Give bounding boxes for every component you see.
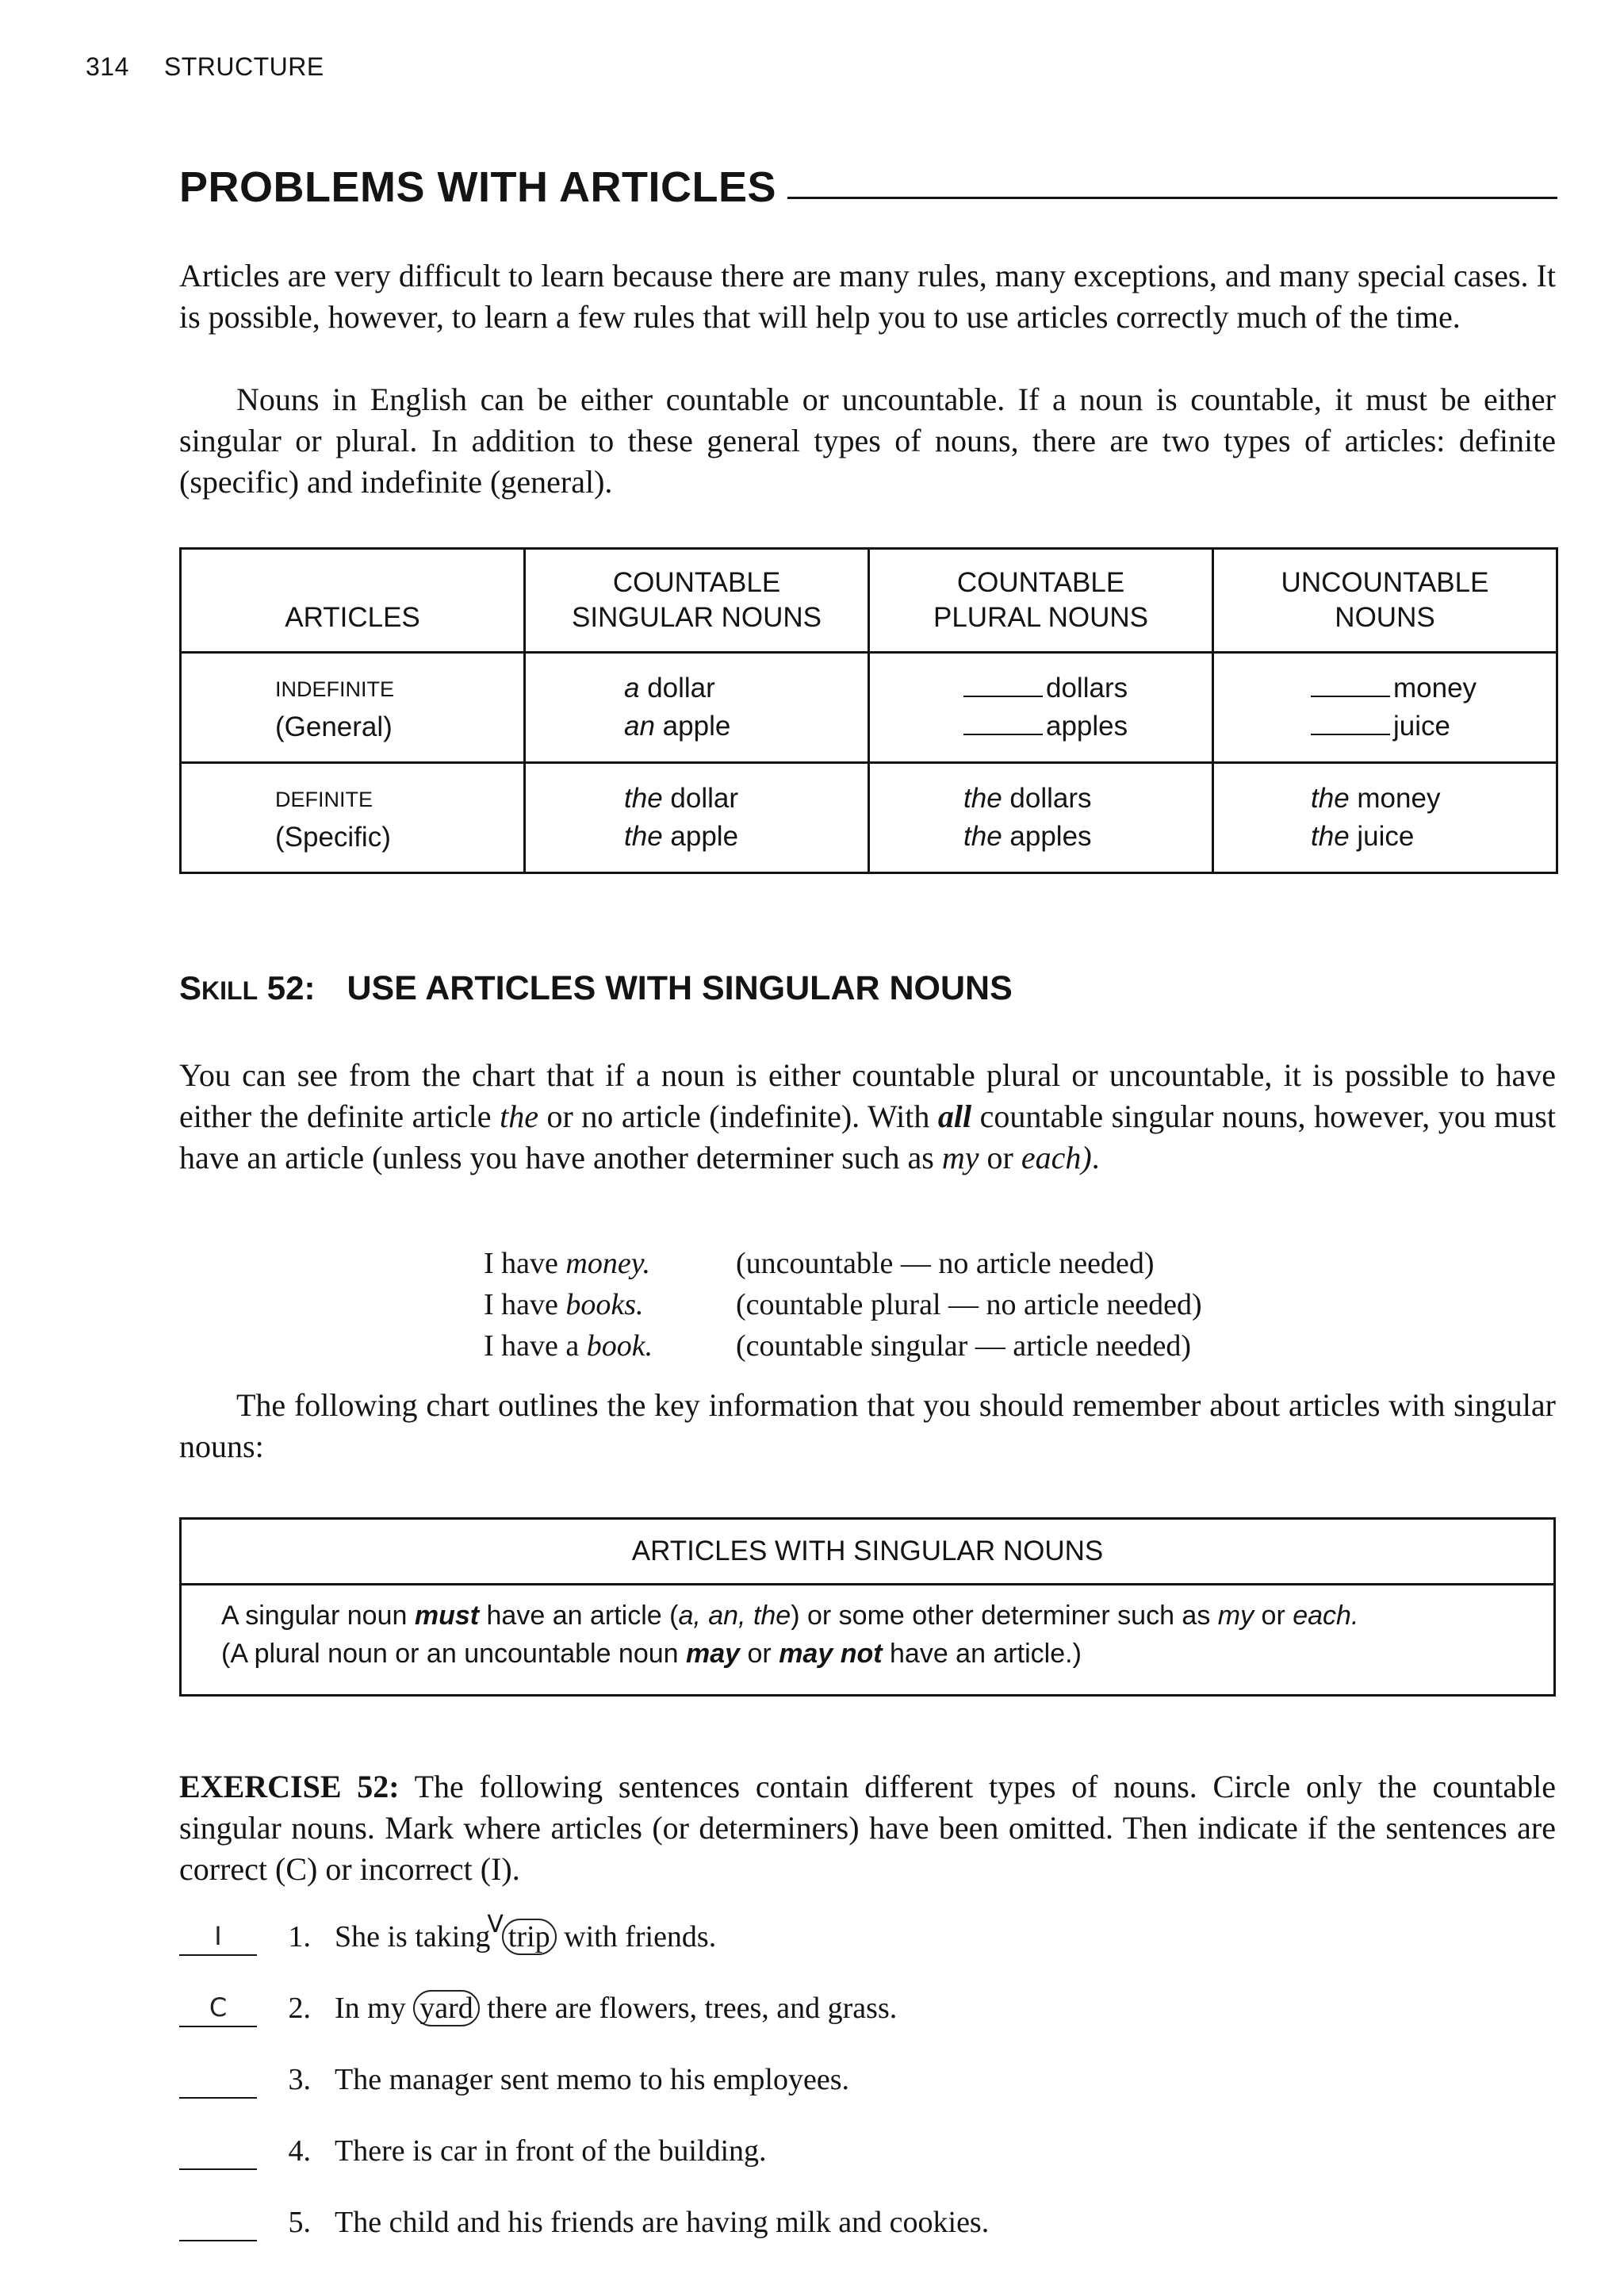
example-note: (countable plural — no article needed)	[736, 1288, 1202, 1321]
blank-line	[1311, 734, 1390, 735]
exercise-sentence: In my yard there are flowers, trees, and grass.	[335, 1992, 898, 2025]
skill-heading	[179, 969, 1013, 1008]
answer-blank[interactable]	[179, 2205, 257, 2241]
answer-blank[interactable]	[179, 2062, 257, 2099]
table-row-definite	[181, 763, 1557, 873]
table-header-row	[181, 549, 1557, 653]
header-countable-plural: COUNTABLE PLURAL NOUNS	[869, 549, 1213, 653]
exercise-list	[179, 1911, 990, 2276]
running-header	[86, 52, 324, 82]
row-label-definite: DEFINITE (Specific)	[181, 763, 525, 873]
blank-line	[963, 734, 1043, 735]
cell-def-plural: the dollars the apples	[869, 763, 1213, 873]
header-countable-singular: COUNTABLE SINGULAR NOUNS	[525, 549, 869, 653]
blank-line	[1311, 696, 1390, 697]
singular-nouns-box	[179, 1517, 1556, 1697]
intro-paragraph-1: Articles are very difficult to learn because there are many rules, many exceptions, and many special cases. It is possible, however, to learn a few rules that will help you to use articles correctly much of the time.	[179, 258, 1556, 335]
example-note: (countable singular — article needed)	[736, 1329, 1191, 1363]
page-number: 314	[86, 52, 129, 81]
cell-indef-singular: a dollar an apple	[525, 653, 869, 763]
cell-indef-uncountable: money juice	[1213, 653, 1557, 763]
answer-blank[interactable]: I	[179, 1919, 257, 1956]
example-list	[484, 1243, 1202, 1367]
box-line-1: A singular noun must have an article (a, an, the) or some other determiner such as my or each.	[221, 1601, 1359, 1631]
exercise-sentence: The manager sent memo to his employees.	[335, 2063, 849, 2096]
exercise-item: 3. The manager sent memo to his employees.	[179, 2062, 989, 2134]
exercise-label: EXERCISE 52:	[179, 1769, 400, 1804]
exercise-item: 5. The child and his friends are having milk and cookies.	[179, 2205, 989, 2276]
running-header-title: STRUCTURE	[163, 52, 324, 81]
exercise-item: 4. There is car in front of the building.	[179, 2134, 989, 2205]
answer-blank[interactable]	[179, 2134, 257, 2170]
exercise-sentence: There is car in front of the building.	[335, 2134, 767, 2168]
header-uncountable: UNCOUNTABLE NOUNS	[1213, 549, 1557, 653]
box-title: ARTICLES WITH SINGULAR NOUNS	[182, 1520, 1553, 1585]
cell-def-singular: the dollar the apple	[525, 763, 869, 873]
exercise-instructions: EXERCISE 52: The following sentences contain different types of nouns. Circle only the countable singular nouns. Mark where articles (or determiners) have been omitted. Then indicate if the sentences are correct (C) or incorrect (I).	[179, 1769, 1556, 1887]
box-line-2: (A plural noun or an uncountable noun may or may not have an article.)	[221, 1639, 1082, 1669]
cell-indef-plural: dollars apples	[869, 653, 1213, 763]
exercise-item: C 2. In my yard there are flowers, trees, and grass.	[179, 1991, 989, 2062]
answer-blank[interactable]: C	[179, 1991, 257, 2027]
section-title	[179, 163, 1557, 212]
chart-intro-paragraph: The following chart outlines the key information that you should remember about articles with singular nouns:	[179, 1387, 1556, 1464]
example-row: I have books. (countable plural — no article needed)	[484, 1284, 1202, 1325]
example-row: I have money. (uncountable — no article needed)	[484, 1243, 1202, 1284]
table-row-indefinite	[181, 653, 1557, 763]
section-title-text: PROBLEMS WITH ARTICLES	[179, 163, 776, 211]
articles-table	[179, 547, 1558, 874]
cell-def-uncountable: the money the juice	[1213, 763, 1557, 873]
example-row: I have a book. (countable singular — article needed)	[484, 1325, 1202, 1367]
exercise-sentence: She is taking$^V$ trip with friends.	[335, 1911, 717, 1954]
row-label-indefinite: INDEFINITE (General)	[181, 653, 525, 763]
skill-label: SKILL 52:	[179, 969, 316, 1006]
intro-paragraph-2: Nouns in English can be either countable or uncountable. If a noun is countable, it must be either singular or plural. In addition to these general types of nouns, there are two types of articles: definite (specific) and indefinite (general).	[179, 382, 1556, 500]
insertion-mark-icon: V	[487, 1911, 504, 1938]
blank-line	[963, 696, 1043, 697]
header-articles: ARTICLES	[181, 549, 525, 653]
box-body	[182, 1585, 1553, 1673]
skill-title: USE ARTICLES WITH SINGULAR NOUNS	[347, 969, 1013, 1007]
circled-noun: yard	[413, 1990, 480, 2026]
circled-noun: trip	[502, 1919, 557, 1955]
title-rule	[787, 197, 1557, 199]
exercise-sentence: The child and his friends are having milk and cookies.	[335, 2206, 990, 2239]
example-note: (uncountable — no article needed)	[736, 1247, 1155, 1280]
skill-paragraph: You can see from the chart that if a noun is either countable plural or uncountable, it is possible to have either the definite article the or no article (indefinite). With all countable singular nouns, however, you must have an article (unless you have another determiner such as my or each).	[179, 1057, 1557, 1175]
exercise-item: I 1. She is taking$^V$ trip with friends.	[179, 1919, 989, 1991]
